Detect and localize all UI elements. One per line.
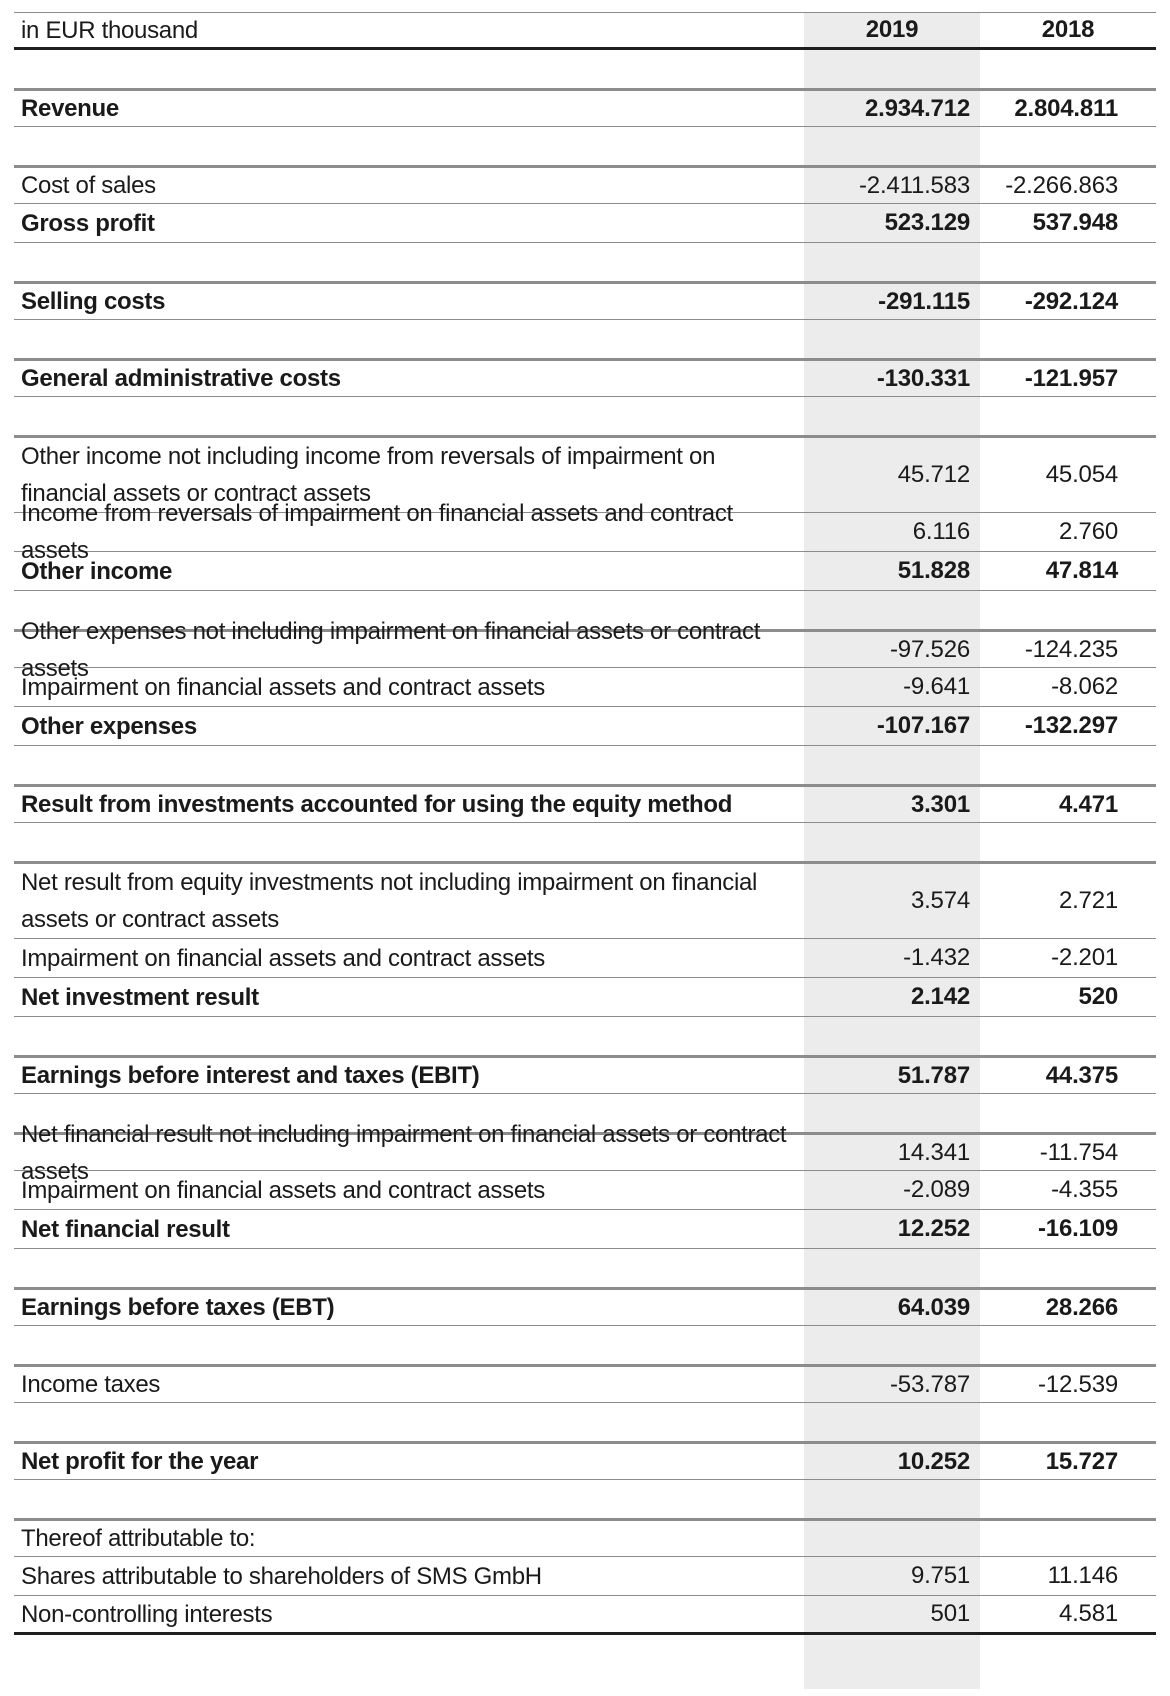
group-spacer bbox=[14, 823, 1156, 861]
value-2019: 3.574 bbox=[910, 887, 970, 914]
table-row bbox=[14, 1364, 1156, 1403]
row-label: General administrative costs bbox=[21, 365, 341, 392]
row-label: Gross profit bbox=[21, 209, 155, 237]
group-spacer bbox=[14, 320, 1156, 358]
row-label: Net profit for the year bbox=[21, 1448, 259, 1475]
value-2018: 2.760 bbox=[1058, 518, 1118, 545]
value-2018: 11.146 bbox=[1047, 1562, 1118, 1589]
value-2018: -132.297 bbox=[1024, 712, 1118, 739]
value-2018: 520 bbox=[1078, 983, 1118, 1010]
table-row bbox=[14, 861, 1156, 939]
value-2018: -292.124 bbox=[1024, 287, 1118, 315]
table-row bbox=[14, 617, 1156, 682]
table-row bbox=[14, 204, 1156, 243]
group-spacer bbox=[14, 243, 1156, 281]
income-statement-table bbox=[14, 12, 1156, 1635]
value-2019: -53.787 bbox=[890, 1370, 970, 1398]
table-body bbox=[14, 50, 1156, 1635]
table-row bbox=[14, 1518, 1156, 1557]
value-2019: 501 bbox=[930, 1600, 970, 1627]
value-2019: 3.301 bbox=[910, 790, 970, 818]
table-header-row bbox=[14, 12, 1156, 50]
table-row bbox=[14, 1287, 1156, 1326]
value-2019: 64.039 bbox=[897, 1293, 970, 1321]
group-spacer bbox=[14, 1326, 1156, 1364]
group-spacer bbox=[14, 1403, 1156, 1441]
unit-label: in EUR thousand bbox=[21, 16, 198, 44]
value-2019: 523.129 bbox=[884, 209, 970, 236]
value-2018: 45.054 bbox=[1045, 461, 1118, 488]
row-label: Thereof attributable to: bbox=[21, 1525, 256, 1552]
value-2019: -1.432 bbox=[903, 944, 970, 971]
row-label: Impairment on financial assets and contract assets bbox=[21, 1176, 545, 1204]
value-2018: -2.266.863 bbox=[1005, 171, 1118, 199]
table-row bbox=[14, 358, 1156, 397]
group-spacer bbox=[14, 1249, 1156, 1287]
table-row bbox=[14, 552, 1156, 591]
table-row bbox=[14, 668, 1156, 707]
table-row bbox=[14, 978, 1156, 1017]
value-2019: -9.641 bbox=[903, 673, 970, 700]
value-2018: -121.957 bbox=[1024, 364, 1118, 392]
table-row bbox=[14, 1596, 1156, 1635]
row-label: Income taxes bbox=[21, 1371, 161, 1398]
value-2018: -11.754 bbox=[1039, 1138, 1118, 1166]
table-row bbox=[14, 281, 1156, 320]
value-2018: -8.062 bbox=[1051, 673, 1118, 700]
value-2019: 6.116 bbox=[912, 518, 970, 545]
table-row bbox=[14, 1055, 1156, 1094]
value-2019: 51.828 bbox=[897, 557, 970, 584]
table-row bbox=[14, 1120, 1156, 1185]
value-2019: 45.712 bbox=[897, 461, 970, 488]
value-2018: 47.814 bbox=[1045, 557, 1118, 584]
table-row bbox=[14, 1210, 1156, 1249]
row-label: Impairment on financial assets and contract assets bbox=[21, 673, 545, 701]
row-label: Earnings before interest and taxes (EBIT) bbox=[21, 1062, 480, 1089]
row-label: Impairment on financial assets and contract assets bbox=[21, 944, 545, 972]
group-spacer bbox=[14, 127, 1156, 165]
table-row bbox=[14, 165, 1156, 204]
row-label: Income from reversals of impairment on financial assets and contract assets bbox=[21, 500, 733, 564]
value-2018: -124.235 bbox=[1024, 635, 1118, 663]
row-label: Other income bbox=[21, 557, 173, 585]
table-row bbox=[14, 707, 1156, 746]
value-2019: 2.142 bbox=[910, 983, 970, 1010]
value-2019: 12.252 bbox=[897, 1215, 970, 1242]
row-label: Other expenses not including impairment on financial assets or contract assets bbox=[21, 617, 761, 682]
row-label: Net financial result bbox=[21, 1215, 230, 1243]
value-2018: 15.727 bbox=[1045, 1447, 1118, 1475]
row-label: Other income not including income from reversals of impairment on financial assets or contract assets bbox=[21, 443, 716, 507]
row-label: Other expenses bbox=[21, 712, 197, 740]
value-2018: -4.355 bbox=[1051, 1176, 1118, 1203]
group-spacer bbox=[14, 746, 1156, 784]
row-label: Non-controlling interests bbox=[21, 1600, 273, 1628]
value-2019: -130.331 bbox=[876, 364, 970, 392]
value-2019: 9.751 bbox=[910, 1562, 970, 1589]
group-spacer bbox=[14, 1480, 1156, 1518]
group-spacer bbox=[14, 397, 1156, 435]
value-2019: 14.341 bbox=[897, 1138, 970, 1166]
row-label: Net financial result not including impairment on financial assets or contract assets bbox=[21, 1120, 787, 1185]
table-row bbox=[14, 1557, 1156, 1596]
value-2019: 51.787 bbox=[897, 1061, 970, 1089]
value-2018: 28.266 bbox=[1045, 1293, 1118, 1321]
row-label: Shares attributable to shareholders of SMS GmbH bbox=[21, 1562, 542, 1590]
value-2018: 4.471 bbox=[1058, 790, 1118, 818]
value-2019: 2.934.712 bbox=[865, 94, 970, 122]
value-2018: 2.721 bbox=[1058, 887, 1118, 914]
table-row bbox=[14, 500, 1156, 564]
row-label: Earnings before taxes (EBT) bbox=[21, 1294, 335, 1321]
row-label: Revenue bbox=[21, 95, 119, 122]
value-2018: -16.109 bbox=[1038, 1215, 1118, 1242]
year-2018-header: 2018 bbox=[1041, 16, 1095, 43]
table-row bbox=[14, 1441, 1156, 1480]
table-row bbox=[14, 88, 1156, 127]
value-2019: -107.167 bbox=[876, 712, 970, 739]
year-2019-header: 2019 bbox=[865, 16, 919, 43]
row-label: Cost of sales bbox=[21, 172, 156, 199]
row-label: Result from investments accounted for using the equity method bbox=[21, 791, 733, 818]
value-2018: 44.375 bbox=[1045, 1061, 1118, 1089]
value-2018: 4.581 bbox=[1058, 1600, 1118, 1627]
group-spacer bbox=[14, 50, 1156, 88]
value-2019: 10.252 bbox=[897, 1447, 970, 1475]
table-row bbox=[14, 1171, 1156, 1210]
row-label: Net investment result bbox=[21, 983, 259, 1011]
value-2018: -2.201 bbox=[1051, 944, 1118, 971]
value-2019: -97.526 bbox=[890, 635, 970, 663]
value-2018: 2.804.811 bbox=[1014, 94, 1118, 122]
value-2019: -291.115 bbox=[878, 287, 970, 315]
row-label: Selling costs bbox=[21, 288, 166, 315]
group-spacer bbox=[14, 1017, 1156, 1055]
table-row bbox=[14, 939, 1156, 978]
row-label: Net result from equity investments not including impairment on financial assets or contract assets bbox=[21, 869, 758, 933]
table-row bbox=[14, 784, 1156, 823]
value-2019: -2.089 bbox=[903, 1176, 970, 1203]
value-2018: 537.948 bbox=[1032, 209, 1118, 236]
value-2018: -12.539 bbox=[1038, 1370, 1118, 1398]
value-2019: -2.411.583 bbox=[859, 171, 970, 199]
